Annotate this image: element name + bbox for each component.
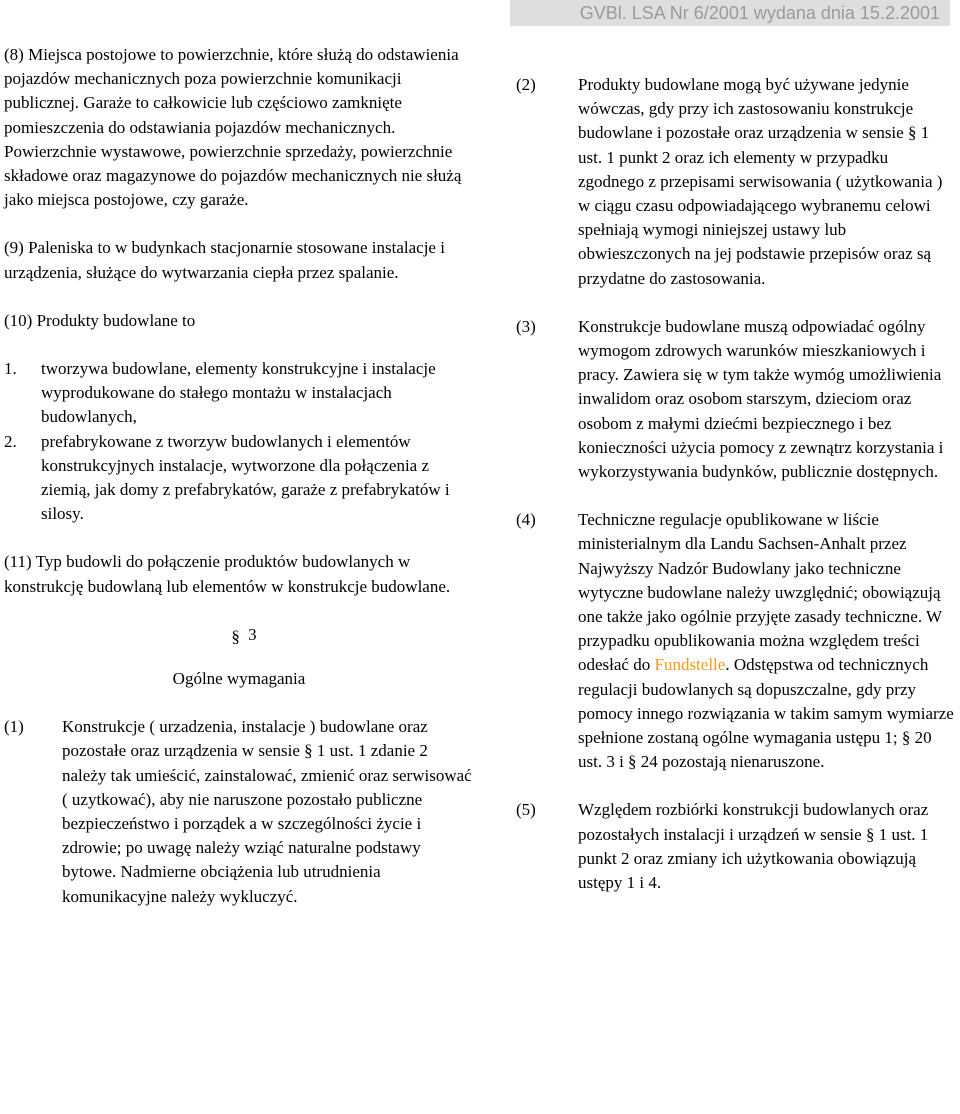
requirement-text: Konstrukcje budowlane muszą odpowiadać ogólny wymogom zdrowych warunków mieszkaniowych i pracy. Zawiera się w tym także wymóg umożliwienia inwalidom oraz osobom starszym, dzieciom oraz osobom z małymi dziećmi bezpiecznego i bez konieczności użycia pomocy z zewnątrz korzystania i wykorzystywania budynków, publicznie dostępnych. — [578, 316, 944, 482]
document-header — [510, 0, 950, 26]
section-symbol: § — [231, 626, 240, 646]
requirement-number: (3) — [516, 316, 536, 336]
requirement-number: (4) — [516, 510, 536, 530]
list-item-text: prefabrykowane z tworzyw budowlanych i elementów konstrukcyjnych instalacje, wytworzone dla połączenia z ziemią, jak domy z prefabrykatów, garaże z prefabrykatów i silosy. — [41, 431, 450, 524]
requirement-text: Produkty budowlane mogą być używane jedynie wówczas, gdy przy ich zastosowaniu konstrukcje budowlane i pozostałe oraz urządzenia w sensie § 1 ust. 1 punkt 2 oraz ich elementy w przypadku zgodnego z przepisami serwisowania ( użytkowania ) w ciągu czasu odpowiadającego wybranemu celowi spełniają wymogi niniejszej ustawy lub obwieszczonych na jej podstawie przepisów oraz są przydatne do zastosowania. — [578, 75, 943, 288]
requirement-number: (5) — [516, 800, 536, 820]
list-item-number: 1. — [4, 359, 17, 379]
requirement-text: Konstrukcje ( urzadzenia, instalacje ) budowlane oraz pozostałe oraz urządzenia w sensie § 1 ust. 1 zdanie 2 należy tak umieścić, zainstalować, zmienić oraz serwisować ( uzytkować), aby nie naruszone pozostało publiczne bezpieczeństwo i porządek a w szczególności życie i zdrowie; po uwagę należy wziąć naturalne podstawy bytowe. Nadmierne obciążenia lub utrudnienia komunikacyjne należy wykluczyć. — [62, 717, 472, 906]
list-item — [4, 357, 474, 430]
section-title: Ogólne wymagania — [172, 669, 306, 689]
requirement-2 — [516, 73, 956, 291]
requirement-3 — [516, 315, 956, 484]
paragraph-11: (11) Typ budowli do połączenie produktów budowlanych w konstrukcję budowlaną lub elementów w konstrukcje budowlane. — [4, 552, 451, 596]
fundstelle-link[interactable]: Fundstelle — [654, 655, 726, 675]
list-item — [4, 430, 474, 527]
requirement-number: (1) — [4, 717, 24, 737]
section-number-value: 3 — [248, 624, 257, 644]
requirement-text-part: . Odstępstwa od technicznych regulacji budowlanych są dopuszczalne, gdy przy pomocy innego rozwiązania w takim samym wymiarze spełnione zostaną ogólne wymagania ustępu 1; § 20 ust. 3 i § 24 pozostają nienaruszone. — [578, 655, 954, 772]
requirement-1 — [4, 715, 474, 909]
requirement-text: Względem rozbiórki konstrukcji budowlanych oraz pozostałych instalacji i urządzeń w sensie § 1 ust. 1 punkt 2 oraz zmiany ich użytkowania obowiązują ustępy 1 i 4. — [578, 800, 929, 893]
paragraph-9: (9) Paleniska to w budynkach stacjonarnie stosowane instalacje i urządzenia, służące do wytwarzania ciepła przez spalanie. — [4, 238, 445, 282]
list-item-number: 2. — [4, 431, 17, 451]
left-column — [4, 43, 474, 909]
building-products-list — [4, 357, 474, 526]
list-item-text: tworzywa budowlane, elementy konstrukcyjne i instalacje wyprodukowane do stałego montażu w instalacjach budowlanych, — [41, 359, 436, 427]
requirement-4 — [516, 508, 956, 774]
requirement-text-part: Techniczne regulacje opublikowane w liście ministerialnym dla Landu Sachsen-Anhalt przez Najwyższy Nadzór Budowlany jako techniczne wytyczne budowlane należy uwzględnić; obowiązują one także jako ogólnie przyjęte zasady techniczne. W przypadku opublikowania można względem treści odesłać do — [578, 510, 942, 675]
section-number — [4, 623, 474, 647]
requirement-text — [578, 508, 956, 774]
right-column — [516, 73, 956, 895]
paragraph-10: (10) Produkty budowlane to — [4, 310, 196, 330]
requirement-5 — [516, 798, 956, 895]
paragraph-8: (8) Miejsca postojowe to powierzchnie, które służą do odstawienia pojazdów mechanicznych poza powierzchnie komunikacji publicznej. Garaże to całkowicie lub częściowo zamknięte pomieszczenia do odstawiania pojazdów mechanicznych. Powierzchnie wystawowe, powierzchnie sprzedaży, powierzchnie składowe oraz magazynowe do pojazdów mechanicznych nie służą jako miejsca postojowe, czy garaże. — [4, 45, 462, 210]
requirement-number: (2) — [516, 75, 536, 94]
header-title: GVBl. LSA Nr 6/2001 wydana dnia 15.2.2001 — [579, 3, 940, 23]
